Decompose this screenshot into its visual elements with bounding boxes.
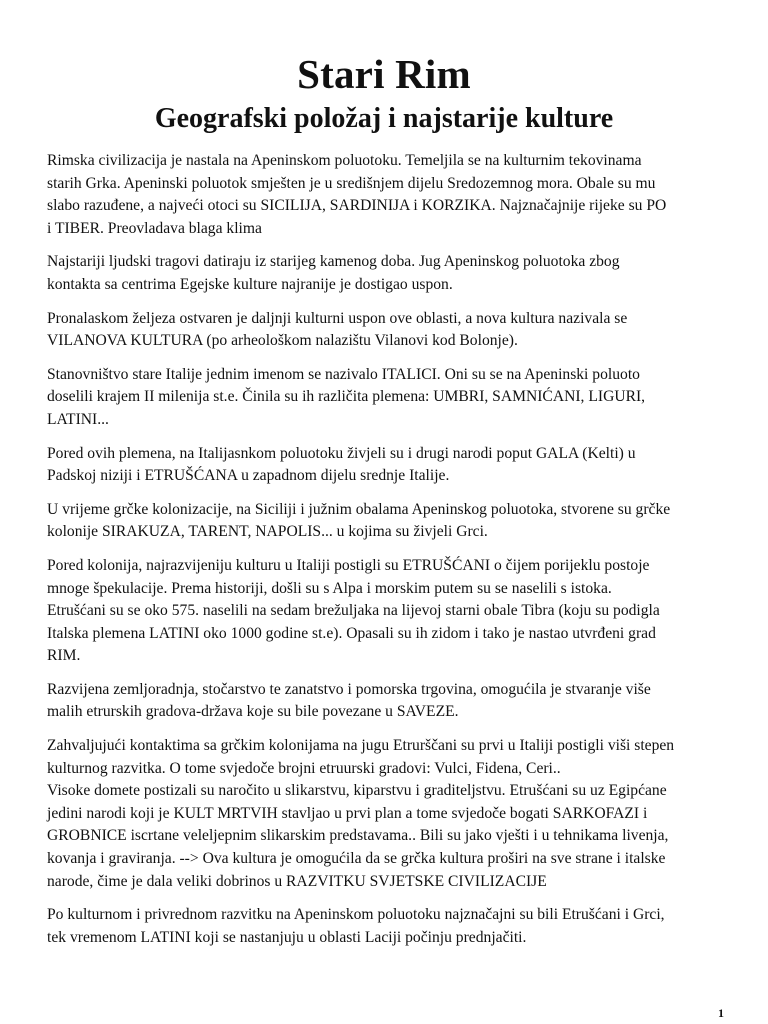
page-title: Stari Rim bbox=[297, 51, 471, 97]
paragraph-line: jedini narodi koji je KULT MRTVIH stavljao u prvi plan a tome svjedoče bogati SARKOFAZI i bbox=[47, 804, 648, 822]
paragraph-line: VILANOVA KULTURA (po arheološkom nalazištu Vilanovi kod Bolonje). bbox=[47, 332, 518, 350]
paragraph-line: U vrijeme grčke kolonizacije, na Siciliji i južnim obalama Apeninskog poluotoka, stvorene su grčke bbox=[47, 500, 671, 518]
document-body bbox=[47, 150, 727, 960]
paragraph-line: Razvijena zemljoradnja, stočarstvo te zanatstvo i pomorska trgovina, omogućila je stvaranje više bbox=[47, 680, 651, 698]
page-number: 1 bbox=[718, 1006, 724, 1020]
paragraph-line: malih etrurskih gradova-država koje su bile povezane u SAVEZE. bbox=[47, 703, 459, 721]
body-paragraph bbox=[47, 251, 727, 296]
paragraph-line: Etrušćani su se oko 575. naselili na sedam brežuljaka na lijevoj starni obale Tibra (koju su podigla bbox=[47, 602, 660, 620]
paragraph-line: GROBNICE iscrtane veleljepnim slikarskim predstavama.. Bili su jako vješti i u tehnikama livenja, bbox=[47, 827, 669, 845]
paragraph-line: Rimska civilizacija je nastala na Apeninskom poluotoku. Temeljila se na kulturnim tekovinama bbox=[47, 152, 642, 169]
paragraph-line: Italska plemena LATINI oko 1000 godine st.e). Opasali su ih zidom i tako je nastao utvrđeni grad bbox=[47, 624, 656, 642]
paragraph-line: Padskoj niziji i ETRUŠĆANA u zapadnom dijelu srednje Italije. bbox=[47, 467, 450, 485]
paragraph-line: Najstariji ljudski tragovi datiraju iz starijeg kamenog doba. Jug Apeninskog poluotoka zbog bbox=[47, 253, 620, 271]
paragraph-line: Pored kolonija, najrazvijeniju kulturu u Italiji postigli su ETRUŠĆANI o čijem porijeklu postoje bbox=[47, 556, 650, 574]
page-subtitle: Geografski položaj i najstarije kulture bbox=[154, 103, 614, 134]
body-paragraph bbox=[47, 499, 727, 544]
body-paragraph bbox=[47, 679, 727, 724]
paragraph-line: Po kulturnom i privrednom razvitku na Apeninskom poluotoku najznačajni su bili Etrušćani i Grci, bbox=[47, 906, 665, 924]
paragraph-line: Zahvaljujući kontaktima sa grčkim kolonijama na jugu Etrurščani su prvi u Italiji postigli viši stepen bbox=[47, 737, 675, 755]
body-paragraph bbox=[47, 308, 727, 353]
paragraph-line: kovanja i graviranja. --> Ova kultura je omogućila da se grčka kultura proširi na sve strane i italske bbox=[47, 850, 666, 868]
body-paragraph bbox=[47, 150, 727, 240]
body-paragraph bbox=[47, 364, 727, 432]
paragraph-line: tek vremenom LATINI koji se nastanjuju u oblasti Laciji počinju prednjačiti. bbox=[47, 928, 527, 946]
paragraph-line: mnoge špekulacije. Prema historiji, došli su s Alpa i morskim putem su se naselili s istoka. bbox=[47, 579, 612, 597]
paragraph-line: kulturnog razvitka. O tome svjedoče brojni etruurski gradovi: Vulci, Fidena, Ceri.. bbox=[47, 759, 561, 777]
body-paragraph bbox=[47, 735, 727, 893]
paragraph-line: doselili krajem II milenija st.e. Činila su ih različita plemena: UMBRI, SAMNIĆANI, LIGURI, bbox=[47, 388, 646, 406]
body-paragraph bbox=[47, 904, 727, 949]
paragraph-line: Stanovništvo stare Italije jednim imenom se nazivalo ITALICI. Oni su se na Apeninski poluoto bbox=[47, 365, 640, 383]
paragraph-line: RIM. bbox=[47, 647, 81, 665]
paragraph-line: Visoke domete postizali su naročito u slikarstvu, kiparstvu i graditeljstvu. Etrušćani su uz Egipćane bbox=[47, 782, 667, 800]
paragraph-line: LATINI... bbox=[47, 410, 109, 428]
paragraph-line: narode, čime je dala veliki dobrinos u RAZVITKU SVJETSKE CIVILIZACIJE bbox=[47, 872, 547, 890]
paragraph-line: Pronalaskom željeza ostvaren je daljnji kulturni uspon ove oblasti, a nova kultura nazivala se bbox=[47, 309, 628, 327]
body-paragraph bbox=[47, 555, 727, 668]
paragraph-line: starih Grka. Apeninski poluotok smješten je u središnjem dijelu Sredozemnog mora. Obale su mu bbox=[47, 174, 656, 192]
paragraph-line: slabo razuđene, a najveći otoci su SICILIJA, SARDINIJA i KORZIKA. Najznačajnije rijeke su PO bbox=[47, 197, 667, 215]
paragraph-line: kontakta sa centrima Egejske kulture najranije je dostigao uspon. bbox=[47, 275, 453, 293]
paragraph-line: i TIBER. Preovladava blaga klima bbox=[47, 219, 262, 237]
paragraph-line: kolonije SIRAKUZA, TARENT, NAPOLIS... u kojima su živjeli Grci. bbox=[47, 523, 488, 541]
paragraph-line: Pored ovih plemena, na Italijasnkom poluotoku živjeli su i drugi narodi poput GALA (Kelti) u bbox=[47, 444, 636, 462]
body-paragraph bbox=[47, 443, 727, 488]
